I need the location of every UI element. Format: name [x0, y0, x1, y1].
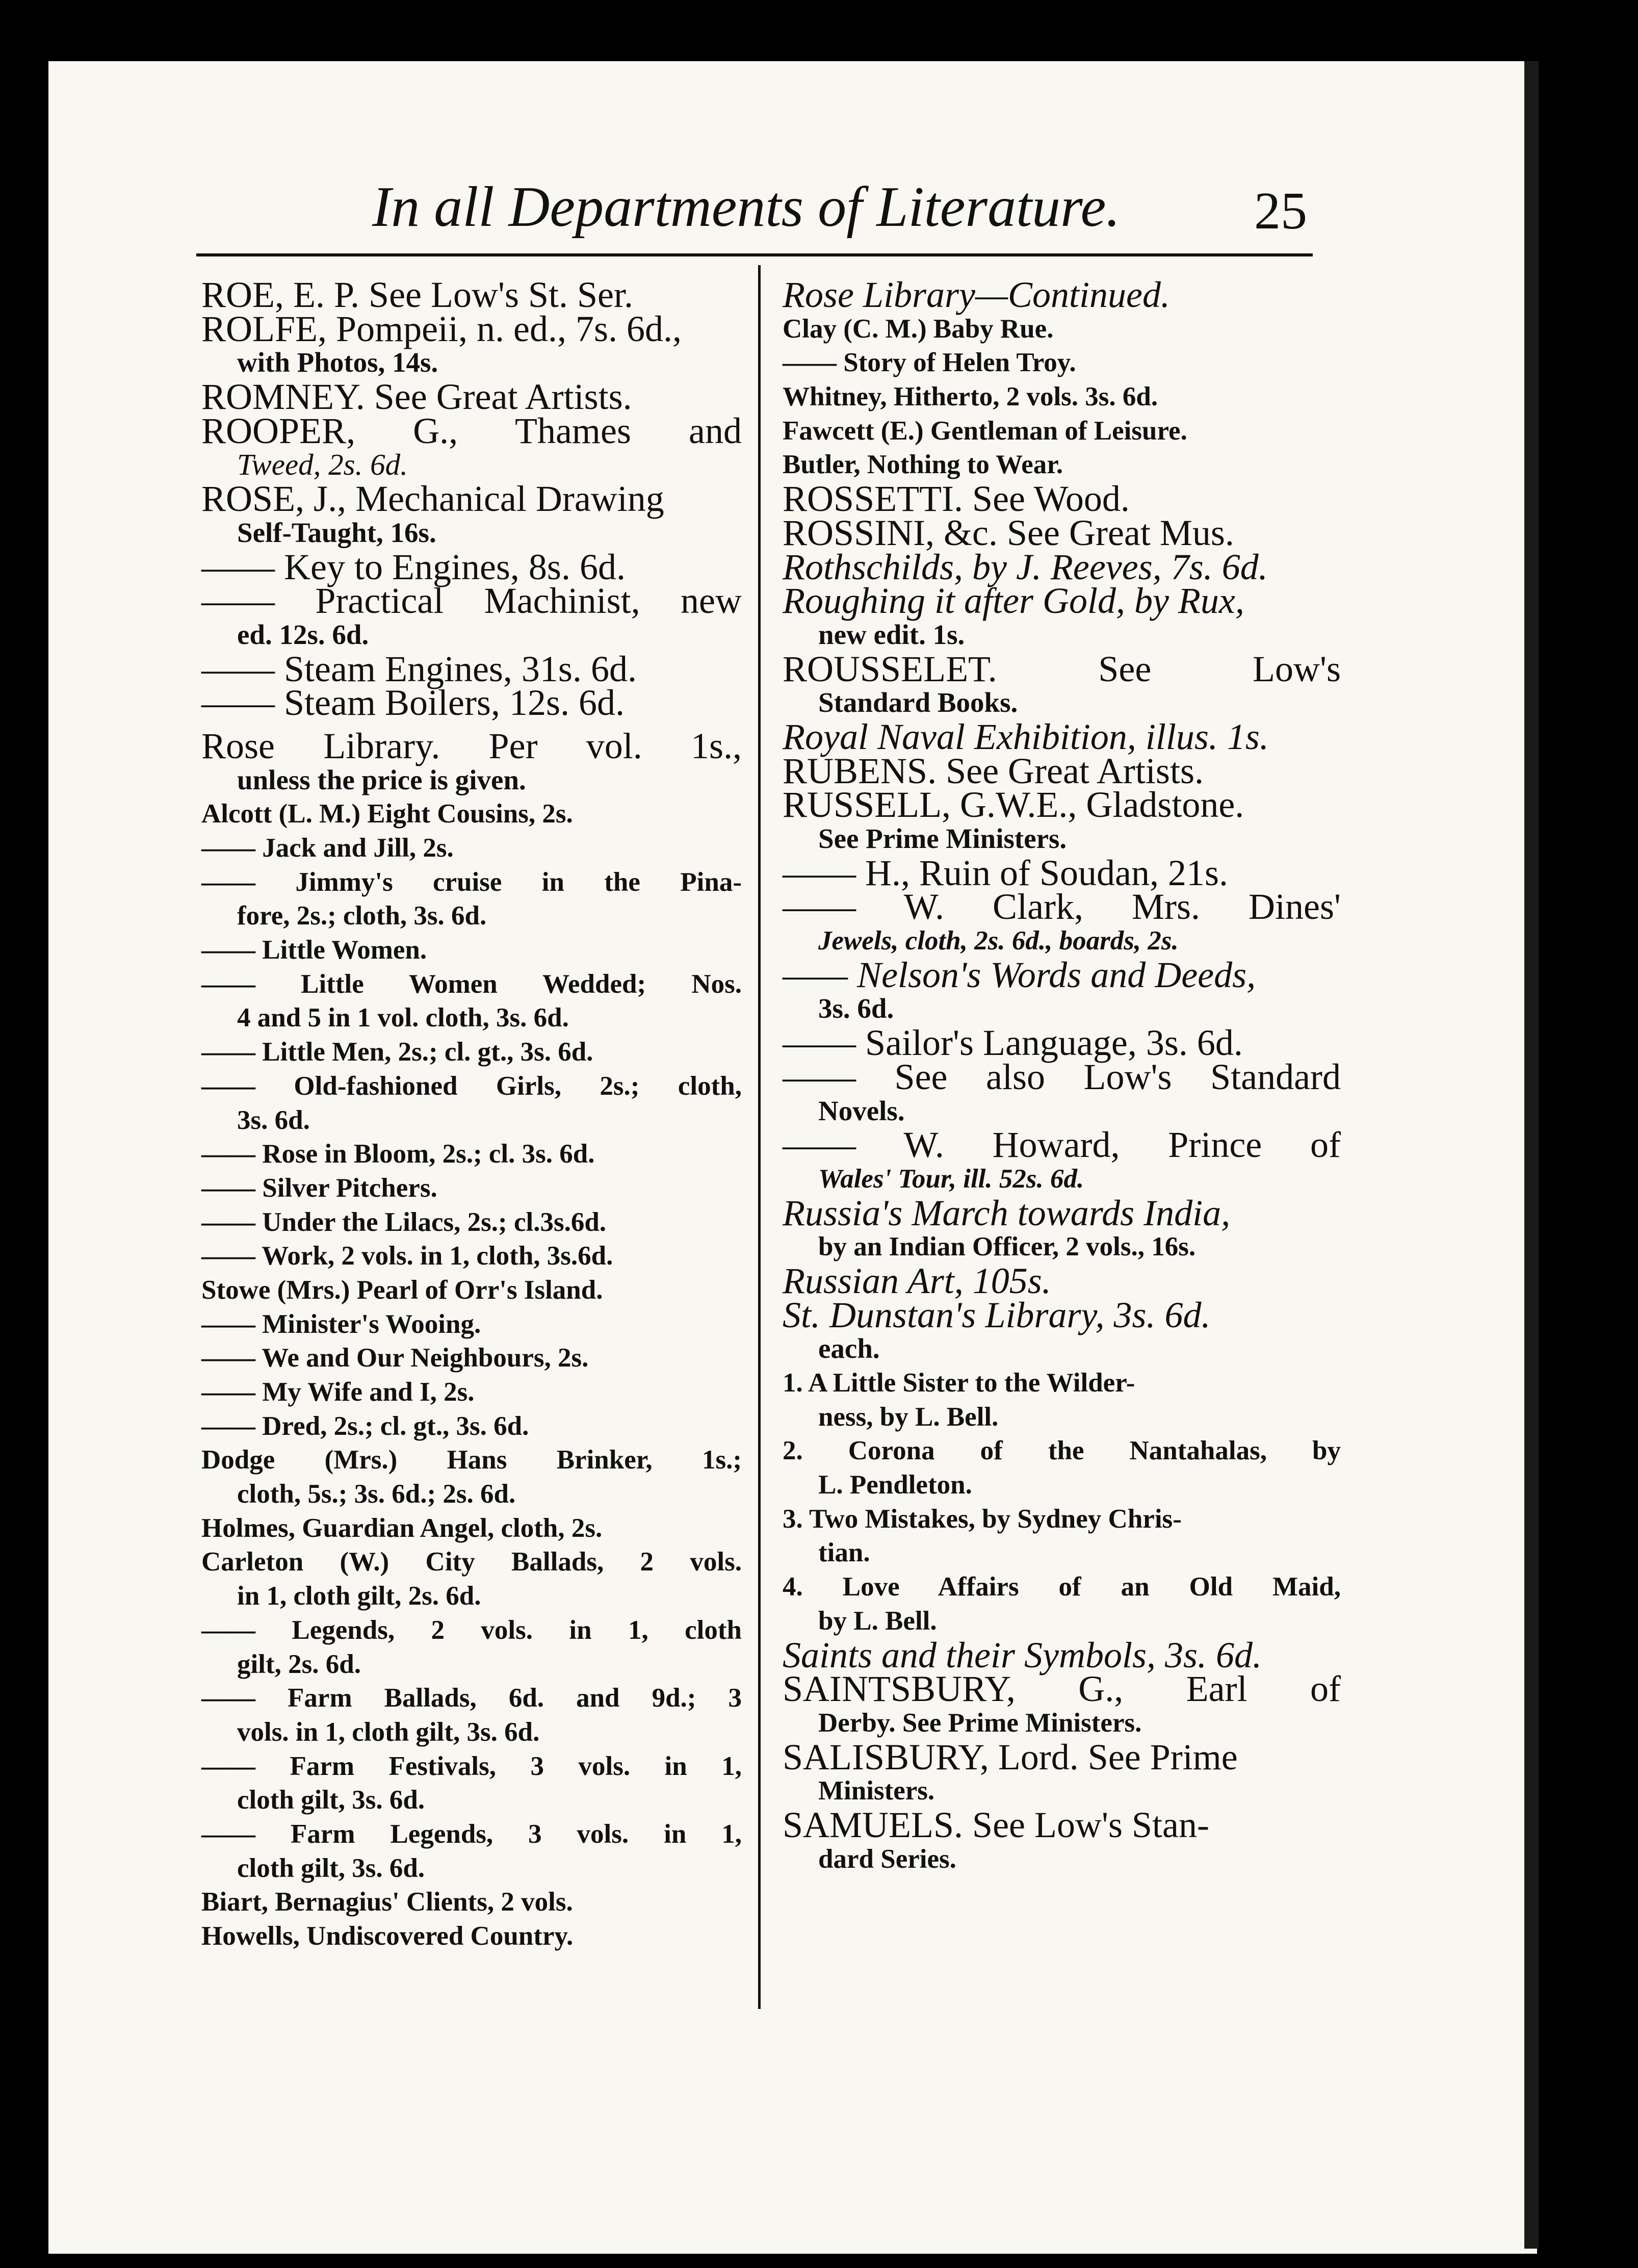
entry-line: Biart, Bernagius' Clients, 2 vols. — [201, 1887, 573, 1917]
entry-line: St. Dunstan's Library, 3s. 6d. — [783, 1294, 1211, 1335]
entry-line: SAMUELS. See Low's Stan- — [783, 1804, 1209, 1845]
entry-line: —— Story of Helen Troy. — [783, 348, 1076, 378]
entry-line: —— Farm Ballads, 6d. and 9d.; 3 — [201, 1683, 742, 1713]
entry-line: 1. A Little Sister to the Wilder- — [783, 1368, 1135, 1398]
entry-line: Derby. See Prime Ministers. — [818, 1708, 1142, 1738]
entry-line: new edit. 1s. — [818, 618, 965, 650]
entry-line: Standard Books. — [818, 687, 1018, 718]
entry-line: Rose Library—Continued. — [783, 274, 1171, 315]
entry-line: —— Key to Engines, 8s. 6d. — [201, 546, 626, 587]
entry-line: each. — [818, 1333, 880, 1364]
entry-line: Stowe (Mrs.) Pearl of Orr's Island. — [201, 1275, 603, 1305]
header-rule — [196, 253, 1313, 256]
entry-line: cloth gilt, 3s. 6d. — [237, 1785, 425, 1815]
entry-line: 3s. 6d. — [237, 1105, 310, 1135]
entry-line: 3. Two Mistakes, by Sydney Chris- — [783, 1504, 1182, 1534]
entry-line: L. Pendleton. — [818, 1470, 972, 1500]
entry-line: in 1, cloth gilt, 2s. 6d. — [237, 1581, 481, 1611]
entry-line: —— Minister's Wooing. — [201, 1309, 481, 1339]
entry-line: ROSSETTI. See Wood. — [783, 478, 1130, 520]
entry-line: Russia's March towards India, — [783, 1192, 1231, 1233]
left-column — [201, 274, 742, 1953]
entry-line: cloth, 5s.; 3s. 6d.; 2s. 6d. — [237, 1479, 516, 1509]
entry-line: ROSSINI, &c. See Great Mus. — [783, 512, 1234, 553]
entry-line: ROSE, J., Mechanical Drawing — [201, 478, 664, 520]
entry-line: —— W. Clark, Mrs. Dines' — [783, 886, 1341, 927]
entry-line: 3s. 6d. — [818, 993, 894, 1024]
entry-line: Dodge (Mrs.) Hans Brinker, 1s.; — [201, 1445, 742, 1475]
entry-line: —— Sailor's Language, 3s. 6d. — [783, 1022, 1243, 1064]
entry-line: —— Rose in Bloom, 2s.; cl. 3s. 6d. — [201, 1139, 595, 1169]
entry-line: —— We and Our Neighbours, 2s. — [201, 1343, 589, 1373]
entry-line: Whitney, Hitherto, 2 vols. 3s. 6d. — [783, 382, 1158, 412]
entry-line: Wales' Tour, ill. 52s. 6d. — [818, 1164, 1084, 1194]
entry-line: ed. 12s. 6d. — [237, 618, 369, 650]
entry-line: —— Jimmy's cruise in the Pina- — [201, 867, 742, 897]
right-column — [783, 274, 1341, 1876]
page-number: 25 — [1254, 182, 1307, 240]
entry-line: —— Little Men, 2s.; cl. gt., 3s. 6d. — [201, 1037, 593, 1067]
entry-line: fore, 2s.; cloth, 3s. 6d. — [237, 901, 487, 931]
entry-line: —— Steam Engines, 31s. 6d. — [201, 648, 637, 689]
entry-line: —— Dred, 2s.; cl. gt., 3s. 6d. — [201, 1411, 529, 1441]
entry-line: Roughing it after Gold, by Rux, — [783, 580, 1244, 622]
entry-line: —— Farm Festivals, 3 vols. in 1, — [201, 1751, 742, 1781]
entry-line: 4. Love Affairs of an Old Maid, — [783, 1572, 1341, 1602]
entry-line: gilt, 2s. 6d. — [237, 1649, 361, 1679]
entry-line: Ministers. — [818, 1776, 935, 1806]
entry-line: —— Farm Legends, 3 vols. in 1, — [201, 1819, 742, 1849]
entry-line: unless the price is given. — [237, 764, 526, 795]
entry-line: Clay (C. M.) Baby Rue. — [783, 314, 1054, 344]
entry-line: vols. in 1, cloth gilt, 3s. 6d. — [237, 1717, 540, 1747]
entry-line: ROE, E. P. See Low's St. Ser. — [201, 274, 634, 315]
entry-line: Rose Library. Per vol. 1s., — [201, 725, 742, 766]
entry-line: tian. — [818, 1538, 870, 1568]
entry-line: —— My Wife and I, 2s. — [201, 1377, 475, 1407]
entry-line: Carleton (W.) City Ballads, 2 vols. — [201, 1547, 742, 1577]
entry-line: 2. Corona of the Nantahalas, by — [783, 1436, 1341, 1466]
entry-line: RUBENS. See Great Artists. — [783, 750, 1204, 791]
entry-line: ROMNEY. See Great Artists. — [201, 376, 632, 418]
entry-line: —— Steam Boilers, 12s. 6d. — [201, 682, 625, 724]
entry-line: ROUSSELET. See Low's — [783, 648, 1341, 689]
entry-line: Jewels, cloth, 2s. 6d., boards, 2s. — [818, 926, 1179, 956]
entry-line: by L. Bell. — [818, 1606, 937, 1636]
entry-line: Self-Taught, 16s. — [237, 517, 436, 548]
entry-line: Royal Naval Exhibition, illus. 1s. — [783, 716, 1269, 757]
entry-line: Saints and their Symbols, 3s. 6d. — [783, 1634, 1262, 1676]
entry-line: —— H., Ruin of Soudan, 21s. — [783, 852, 1229, 893]
entry-line: —— Jack and Jill, 2s. — [201, 833, 454, 863]
entry-line: ROLFE, Pompeii, n. ed., 7s. 6d., — [201, 308, 682, 349]
entry-line: RUSSELL, G.W.E., Gladstone. — [783, 784, 1244, 826]
page-edge — [1524, 61, 1539, 2249]
entry-line: —— Old-fashioned Girls, 2s.; cloth, — [201, 1071, 742, 1101]
entry-line: —— Under the Lilacs, 2s.; cl.3s.6d. — [201, 1207, 607, 1237]
entry-line: Howells, Undiscovered Country. — [201, 1921, 574, 1951]
running-header: In all Departments of Literature. — [372, 175, 1121, 239]
entry-line: —— Nelson's Words and Deeds, — [783, 954, 1256, 995]
column-divider — [758, 265, 761, 2009]
entry-line: SAINTSBURY, G., Earl of — [783, 1668, 1341, 1710]
entry-line: ROOPER, G., Thames and — [201, 410, 742, 451]
entry-line: —— W. Howard, Prince of — [783, 1124, 1341, 1166]
entry-line: Novels. — [818, 1095, 905, 1126]
entry-line: 4 and 5 in 1 vol. cloth, 3s. 6d. — [237, 1003, 569, 1033]
entry-line: Russian Art, 105s. — [783, 1260, 1051, 1301]
entry-line: by an Indian Officer, 2 vols., 16s. — [818, 1232, 1196, 1262]
entry-line: See Prime Ministers. — [818, 823, 1067, 854]
entry-line: —— Practical Machinist, new — [201, 580, 742, 622]
entry-line: SALISBURY, Lord. See Prime — [783, 1736, 1238, 1777]
entry-line: ness, by L. Bell. — [818, 1402, 999, 1432]
entry-line: —— Work, 2 vols. in 1, cloth, 3s.6d. — [201, 1241, 613, 1271]
entry-line: —— Silver Pitchers. — [201, 1173, 437, 1203]
entry-line: dard Series. — [818, 1844, 956, 1874]
entry-line: Rothschilds, by J. Reeves, 7s. 6d. — [783, 546, 1268, 587]
entry-line: —— See also Low's Standard — [783, 1056, 1341, 1097]
entry-line: —— Little Women. — [201, 935, 427, 965]
entry-line: Butler, Nothing to Wear. — [783, 450, 1063, 480]
entry-line: Holmes, Guardian Angel, cloth, 2s. — [201, 1513, 603, 1543]
entry-line: with Photos, 14s. — [237, 347, 438, 378]
entry-line: —— Legends, 2 vols. in 1, cloth — [201, 1615, 742, 1645]
entry-line: cloth gilt, 3s. 6d. — [237, 1853, 425, 1883]
entry-line: Tweed, 2s. 6d. — [237, 448, 408, 482]
entry-line: Fawcett (E.) Gentleman of Leisure. — [783, 416, 1187, 446]
entry-line: Alcott (L. M.) Eight Cousins, 2s. — [201, 799, 573, 829]
entry-line: —— Little Women Wedded; Nos. — [201, 969, 742, 999]
